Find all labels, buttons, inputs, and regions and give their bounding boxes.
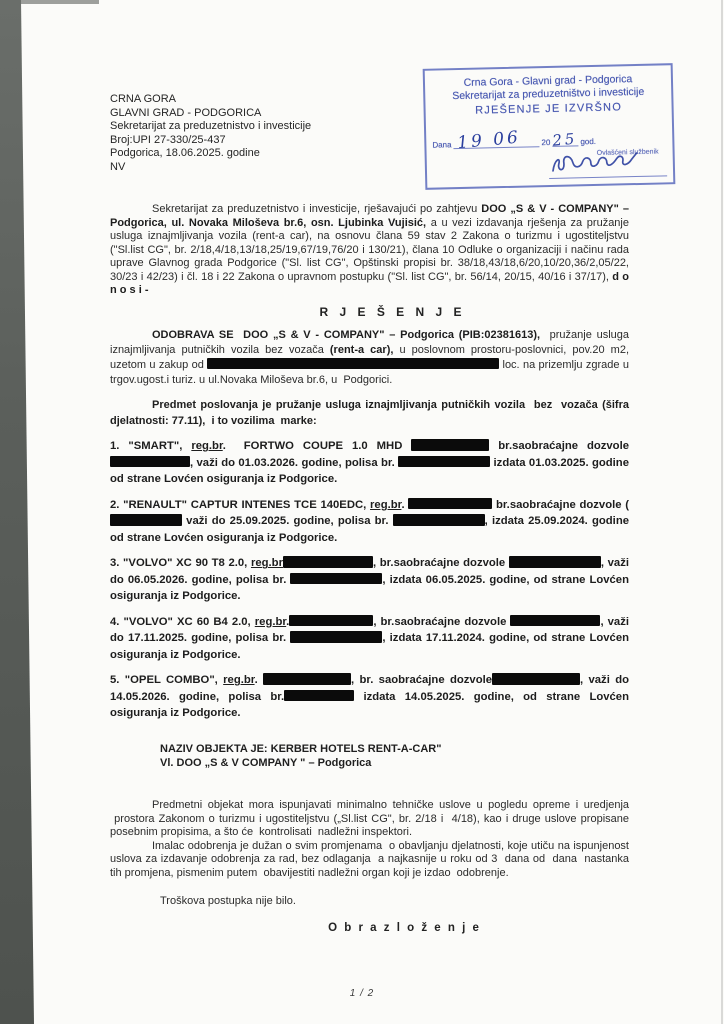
bold-text-run: važi do 25.09.2025. godine, polisa br. xyxy=(182,515,393,528)
letterhead-initials: NV xyxy=(110,160,126,173)
text-run: loc. na prizemlju zgrade u trgov.ugost.i turiz. u ul.Novaka Miloševa br.6, u Podgorici. xyxy=(110,358,629,387)
scan-edge-shadow xyxy=(0,0,40,1024)
bold-text-run: ODOBRAVA SE DOO „S & V - COMPANY" – Podgorica (PIB:02381613), xyxy=(152,328,541,341)
page-number: 1 / 2 xyxy=(349,988,375,999)
bold-text-run: , br.saobraćajne dozvole xyxy=(373,615,511,628)
bold-text-run: , važi do 06.05.2026. godine, polisa br. xyxy=(110,557,629,586)
redacted-text xyxy=(492,673,580,685)
decision-title: R J E Š E N J E xyxy=(319,304,466,319)
bold-text-run: 5. "OPEL COMBO", xyxy=(110,674,224,687)
stamp-officer-label: Ovlašćeni službenik xyxy=(596,148,659,157)
redacted-text xyxy=(393,514,485,526)
bold-text-run: reg.br xyxy=(223,674,255,687)
bold-text-run: . xyxy=(401,498,409,511)
bold-text-run: d o n o s i - xyxy=(110,270,629,296)
stamp-date-label: Dana xyxy=(432,140,452,150)
costs-line: Troškova postupka nije bilo. xyxy=(160,895,296,908)
bold-text-run: , izdata 06.05.2025. godine, od strane Lovćen osiguranja iz Podgorice. xyxy=(110,573,629,603)
redacted-text xyxy=(408,498,492,510)
stamp-date-blank xyxy=(453,127,539,154)
vehicle-item-5 xyxy=(110,672,629,722)
bold-text-run: , br. saobraćajne dozvole xyxy=(351,674,493,687)
bold-text-run: . xyxy=(286,615,290,628)
handwritten-date: 19 06 xyxy=(456,127,522,154)
letterhead-city: GLAVNI GRAD - PODGORICA xyxy=(110,106,262,119)
redacted-text xyxy=(263,673,351,685)
bold-text-run: 2. "RENAULT" CAPTUR INTENES TCE 140EDC, xyxy=(110,498,371,511)
redacted-text xyxy=(110,514,182,526)
bold-text-run: izdata 01.03.2025. godine od strane Lovćen osiguranja iz Podgorice. xyxy=(110,456,629,486)
approval-paragraph xyxy=(110,328,629,389)
stamp-date-suffix: god. xyxy=(580,136,597,147)
bold-text-run: Predmet poslovanja je pružanje usluga iznajmljivanja putničkih vozila bez vozača (šifra djelatnosti: 77.11), i to vozilima marke: xyxy=(110,399,629,427)
explanation-title: O b r a z l o ž e n j e xyxy=(328,922,481,935)
bold-text-run: izdata 14.05.2025. godine, od strane Lovćen osiguranja iz Podgorice. xyxy=(110,690,629,720)
letterhead-country: CRNA GORA xyxy=(110,93,177,105)
signature-handwriting-icon xyxy=(545,146,666,179)
bold-text-run: reg.br xyxy=(250,557,283,570)
letterhead-date: Podgorica, 18.06.2025. godine xyxy=(110,147,260,159)
stamp-executed-line: RJEŠENJE JE IZVRŠNO xyxy=(475,101,623,117)
scan-right-shadow xyxy=(721,0,723,1024)
bold-text-run: , br.saobraćajne dozvole xyxy=(372,557,509,570)
redacted-text xyxy=(510,615,600,627)
bold-text-run: . FORTWO COUPE 1.0 MHD xyxy=(222,440,412,453)
bold-text-run: 4. "VOLVO" XC 60 B4 2.0, xyxy=(110,615,255,628)
obligation-paragraph: Imalac odobrenja je dužan o svim promjenama o obavljanju djelatnosti, koje utiču na ispunjenost uslova za izdavanje odobrenja za rad, bez odlaganja a najkasnije u roku od 3 dana od dana nastanka tih promjena, pismenim putem obavijestiti nadležni organ koji je izdao odobrenje. xyxy=(110,839,629,879)
intro-paragraph xyxy=(110,203,629,298)
redacted-text xyxy=(289,615,373,627)
bold-text-run: , važi do 01.03.2026. godine, polisa br. xyxy=(190,456,399,469)
object-name-block xyxy=(160,743,629,771)
bold-text-run: br.saobraćajne dozvole ( xyxy=(492,498,630,511)
redacted-text xyxy=(290,573,382,585)
executed-decision-stamp xyxy=(423,63,676,190)
object-owner-line: Vl. DOO „S & V COMPANY " – Podgorica xyxy=(160,756,372,769)
bold-text-run: , izdata 17.11.2024. godine, od strane Lovćen osiguranja iz Podgorice. xyxy=(110,632,630,661)
stamp-year-prefix: 20 xyxy=(541,137,551,148)
bold-text-run: , važi do 17.11.2025. godine, polisa br. xyxy=(110,615,629,645)
bold-text-run: br.saobraćajne dozvole xyxy=(489,440,630,453)
redacted-text xyxy=(290,631,382,643)
text-run: pružanje usluga iznajmljivanja putničkih vozila bez vozača xyxy=(110,328,630,356)
scan-top-shadow xyxy=(21,0,99,4)
stamp-year-blank xyxy=(551,129,579,150)
text-run: a u vezi izdavanja rješenja za pružanje usluga iznajmljivanja vozila (rent-a car), na osnovu člana 59 stav 2 Zakona o turizmu i ugostiteljstvu ("Sl.list CG", br. 2/18,4/18,13/18,25/19,67/19,76/20 i 130/21), člana 10 Odluke o organizaciji i načinu rada uprave Glavnog grada Podgorice ("Sl. list CG", Opštinski propisi br. 38/18,43/18,6/20,10/20,36/2,05/22, 30/23 i 42/23) i čl. 18 i 22 Zakona o upravnom postupku ("Sl. list CG", br. 56/14, 20/15, 40/16 i 37/17), xyxy=(110,216,629,283)
bold-text-run: , važi do 14.05.2026. godine, polisa br. xyxy=(110,674,629,703)
bold-text-run: reg.br xyxy=(191,440,223,453)
handwritten-year: 25 xyxy=(551,129,579,150)
redacted-text xyxy=(110,456,190,468)
redacted-text xyxy=(398,456,490,468)
letterhead xyxy=(110,93,311,174)
object-name-line: NAZIV OBJEKTA JE: KERBER HOTELS RENT-A-CAR" xyxy=(160,742,442,755)
vehicle-item-4 xyxy=(110,614,629,664)
bold-text-run: reg.br xyxy=(370,498,402,511)
bold-text-run: , izdata 25.09.2024. godine od strane Lovćen osiguranja iz Podgorice. xyxy=(110,515,630,544)
bold-text-run: . xyxy=(254,674,264,687)
bold-text-run: DOO „S & V - COMPANY" – Podgorica, ul. Novaka Miloševa br.6, osn. Ljubinka Vujisić, xyxy=(110,203,629,229)
redacted-text xyxy=(283,556,373,568)
document-body xyxy=(110,203,629,934)
text-run: u poslovnom prostoru-poslovnici, pov.20 m2, uzetom u zakup od xyxy=(110,343,629,371)
stamp-officer-block xyxy=(432,144,667,183)
redacted-text xyxy=(509,556,601,568)
bold-text-run: reg.br xyxy=(254,615,287,628)
stamp-authority-line: Crna Gora - Glavni grad - Podgorica xyxy=(463,73,633,89)
bold-text-run: 1. "SMART", xyxy=(110,440,192,453)
vehicle-item-3 xyxy=(110,555,629,605)
stamp-secretariat-line: Sekretarijat za preduzetništvo i investicije xyxy=(452,85,645,103)
conditions-paragraph: Predmetni objekat mora ispunjavati minimalno tehničke uslove u pogledu opreme i uredjenja prostora Zakonom o turizmu i ugostiteljstvu („Sl.list CG", br. 2/18 i 4/18), kao i druge uslove propisane posebnim propisima, a što će kontrolisati nadležni inspektori. xyxy=(110,799,629,839)
vehicle-item-1 xyxy=(110,438,629,488)
business-subject-paragraph xyxy=(110,398,629,429)
bold-text-run: (rent-a car), xyxy=(329,343,394,356)
bold-text-run: 3. "VOLVO" XC 90 T8 2.0, xyxy=(110,557,251,570)
redacted-text xyxy=(411,439,489,451)
text-run: Sekretarijat za preduzetnistvo i investicije, rješavajući po zahtjevu xyxy=(152,203,482,215)
vehicle-item-2 xyxy=(110,497,629,547)
letterhead-secretariat: Sekretarijat za preduzetnistvo i investicije xyxy=(110,120,312,132)
redacted-text xyxy=(284,690,354,702)
redacted-text xyxy=(207,358,499,370)
letterhead-case-number: Broj:UPI 27-330/25-437 xyxy=(110,133,226,146)
